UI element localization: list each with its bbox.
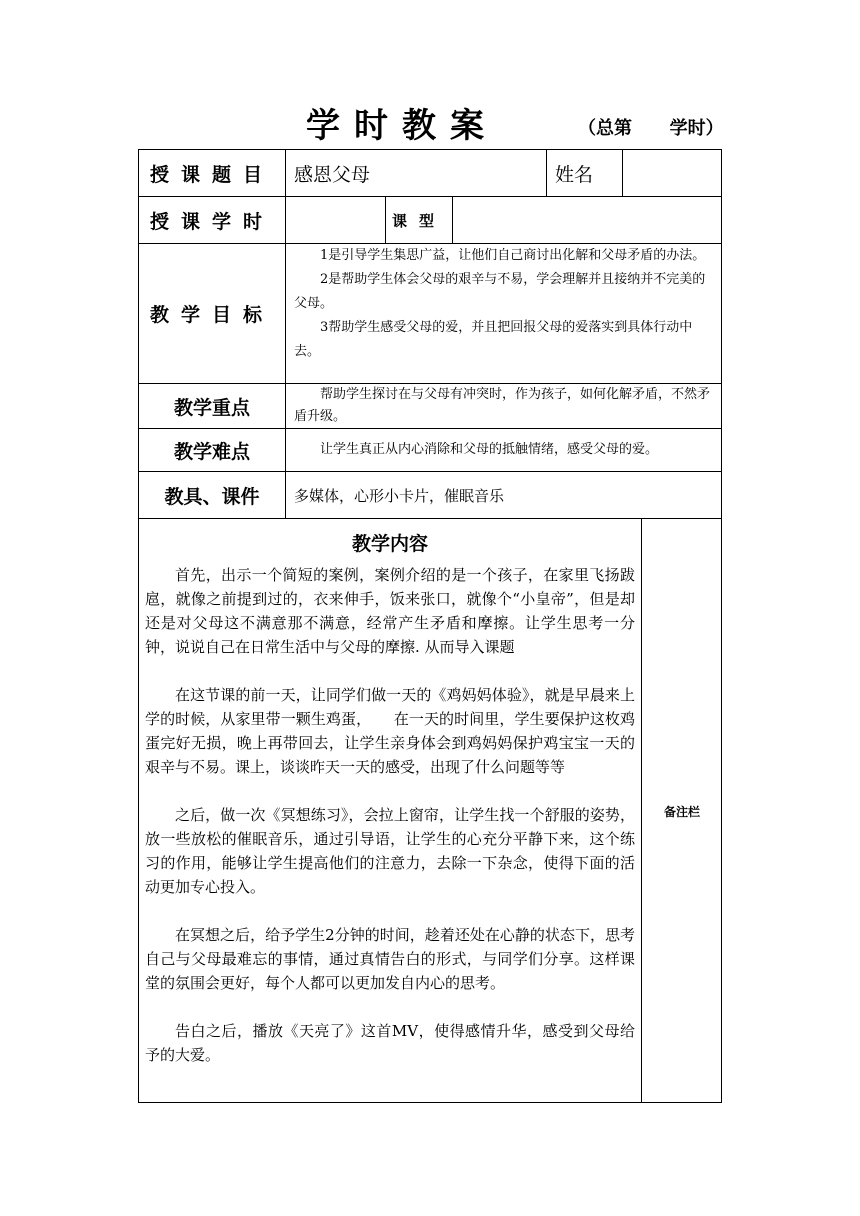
type-field[interactable] xyxy=(453,197,722,243)
hours-field[interactable] xyxy=(286,197,385,243)
name-field[interactable] xyxy=(623,150,722,196)
content-paragraph: 之后，做一次《冥想练习》，会拉上窗帘，让学生找一个舒服的姿势，放一些放松的催眠音乐，通过引导语，让学生的心充分平静下来，这个练习的作用，能够让学生提高他们的注意力，去除一下杂念，使得下面的活动更加专心投入。 xyxy=(145,806,635,896)
content-paragraph: 在这节课的前一天，让同学们做一天的《鸡妈妈体验》，就是早晨来上学的时候，从家里带一颗生鸡蛋， 在一天的时间里，学生要保护这枚鸡蛋完好无损，晚上再带回去，让学生亲身体会到鸡妈妈保护鸡宝宝一天的艰辛与不易。课上，谈谈昨天一天的感受，出现了什么问题等等 xyxy=(145,686,635,776)
difficulty-label: 教学难点 xyxy=(173,440,250,463)
hours-label: 授课学时 xyxy=(149,210,274,233)
header xyxy=(138,104,723,148)
focus-text: 帮助学生探讨在与父母有冲突时，作为孩子，如何化解矛盾，不然矛盾升级。 xyxy=(294,387,711,424)
goals-list xyxy=(286,244,722,383)
lesson-plan-table xyxy=(138,149,722,1103)
topic-value: 感恩父母 xyxy=(294,163,371,186)
tools-text: 多媒体，心形小卡片，催眠音乐 xyxy=(294,486,505,505)
remark-label: 备注栏 xyxy=(663,804,700,819)
type-label: 课型 xyxy=(391,211,446,230)
tools-label: 教具、课件 xyxy=(164,485,260,508)
goal-item: 3帮助学生感受父母的爱，并且把回报父母的爱落实到具体行动中去。 xyxy=(294,320,693,359)
difficulty-text-cell xyxy=(286,429,722,471)
name-label: 姓名 xyxy=(555,163,594,186)
content-title: 教学内容 xyxy=(351,533,428,555)
topic-label: 授课题目 xyxy=(149,163,274,186)
focus-text-cell xyxy=(286,384,722,428)
difficulty-text: 让学生真正从内心消除和父母的抵触情绪，感受父母的爱。 xyxy=(320,442,659,457)
content-body xyxy=(145,563,635,1067)
goal-item: 1是引导学生集思广益，让他们自己商讨出化解和父母矛盾的办法。 xyxy=(320,248,706,263)
content-cell xyxy=(139,519,641,1103)
total-hours-note: （总第 学时） xyxy=(578,118,724,139)
focus-label: 教学重点 xyxy=(173,396,250,419)
goals-label: 教学目标 xyxy=(149,304,274,326)
page-title: 学时教案 xyxy=(306,106,498,146)
content-paragraph: 在冥想之后，给予学生2分钟的时间，趁着还处在心静的状态下，思考自己与父母最难忘的事情，通过真情告白的形式，与同学们分享。这样课堂的氛围会更好，每个人都可以更加发自内心的思考。 xyxy=(145,926,635,992)
content-paragraph: 首先，出示一个简短的案例，案例介绍的是一个孩子，在家里飞扬跋扈，就像之前提到过的，衣来伸手，饭来张口，就像个“小皇帝”，但是却还是对父母这不满意那不满意，经常产生矛盾和摩擦。让学生思考一分钟，说说自己在日常生活中与父母的摩擦. 从而导入课题 xyxy=(145,566,635,656)
goal-item: 2是帮助学生体会父母的艰辛与不易，学会理解并且接纳并不完美的父母。 xyxy=(294,272,706,311)
content-paragraph: 告白之后，播放《天亮了》这首MV，使得感情升华，感受到父母给予的大爱。 xyxy=(145,1022,635,1064)
